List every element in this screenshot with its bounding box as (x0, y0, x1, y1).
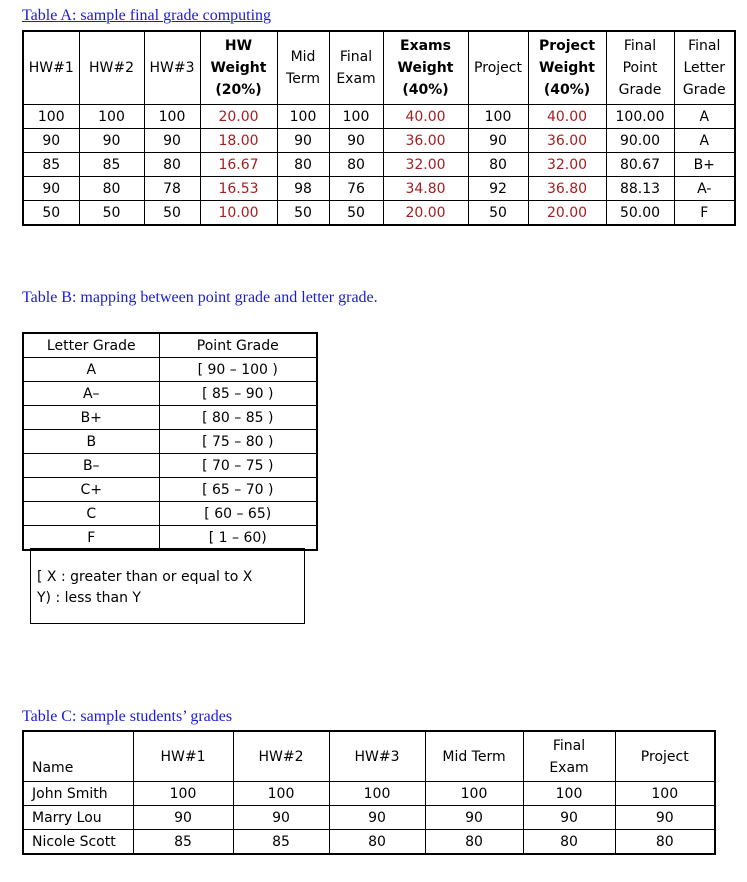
table-a-cell: 80 (79, 177, 144, 201)
table-a-cell: 100 (329, 105, 383, 129)
point-range-cell: [ 90 – 100 ) (159, 358, 317, 382)
table-a-cell: 20.00 (528, 201, 606, 226)
table-b-row (23, 382, 317, 406)
table-a-cell: 32.00 (528, 153, 606, 177)
table-a-cell: 32.00 (383, 153, 468, 177)
table-a-cell: 90 (79, 129, 144, 153)
letter-grade-cell: B (23, 430, 159, 454)
point-range-cell: [ 80 – 85 ) (159, 406, 317, 430)
table-a-row (23, 177, 735, 201)
table-a-cell: A (674, 105, 735, 129)
table-b-header-letter: Letter Grade (23, 333, 159, 358)
letter-grade-cell: B+ (23, 406, 159, 430)
table-a-cell: 50.00 (606, 201, 674, 226)
table-c-cell: 90 (523, 806, 615, 830)
table-a-cell: 50 (79, 201, 144, 226)
header-line: Final (339, 49, 373, 65)
table-c-cell: 100 (133, 782, 233, 806)
table-a-header-cell (23, 31, 79, 105)
table-a-cell: 50 (144, 201, 200, 226)
table-a-cell: 40.00 (528, 105, 606, 129)
table-b-row (23, 526, 317, 551)
table-a-cell: 36.00 (383, 129, 468, 153)
table-a-cell: B+ (674, 153, 735, 177)
table-a-cell: 40.00 (383, 105, 468, 129)
header-line: Mid Term (442, 748, 506, 765)
table-a-header-cell (383, 31, 468, 105)
table-b-row (23, 478, 317, 502)
header-line: Weight (539, 60, 595, 76)
header-line: Letter (683, 60, 725, 76)
table-c-header-cell (329, 731, 425, 782)
table-a-row (23, 153, 735, 177)
table-b-row (23, 502, 317, 526)
table-a-cell: 20.00 (383, 201, 468, 226)
table-a-cell: 50 (277, 201, 329, 226)
table-c-cell: 90 (425, 806, 523, 830)
header-line: (20%) (215, 82, 262, 98)
table-c-cell: 100 (233, 782, 329, 806)
table-a-cell: A (674, 129, 735, 153)
header-line: Exam (549, 759, 589, 776)
table-a-cell: 90 (277, 129, 329, 153)
table-a-header-cell (79, 31, 144, 105)
table-c-row (23, 782, 715, 806)
table-a-cell: 16.53 (200, 177, 277, 201)
table-a-cell: 78 (144, 177, 200, 201)
header-line: (40%) (402, 82, 449, 98)
table-c-cell: 100 (615, 782, 715, 806)
table-a-cell: F (674, 201, 735, 226)
table-a-cell: 90 (144, 129, 200, 153)
table-a-cell: 36.00 (528, 129, 606, 153)
table-a-cell: 76 (329, 177, 383, 201)
table-a-caption: Table A: sample final grade computing (22, 7, 272, 24)
student-name-cell: John Smith (23, 782, 133, 806)
table-c-header-cell (615, 731, 715, 782)
table-b-row (23, 430, 317, 454)
table-a-cell: 100.00 (606, 105, 674, 129)
table-a-cell: 80 (144, 153, 200, 177)
table-a-cell: 18.00 (200, 129, 277, 153)
table-c-cell: 90 (133, 806, 233, 830)
table-a-cell: 80 (468, 153, 528, 177)
table-a-header-row (23, 31, 735, 105)
table-c-cell: 80 (615, 830, 715, 855)
header-line: Term (286, 71, 320, 87)
table-c-cell: 80 (523, 830, 615, 855)
table-a-final-grade-computing (22, 30, 736, 226)
header-line: HW (224, 38, 253, 54)
table-a-cell: 100 (23, 105, 79, 129)
header-line: Project (640, 748, 689, 765)
table-c-header-cell (523, 731, 615, 782)
table-a-header-cell (468, 31, 528, 105)
table-c-cell: 100 (523, 782, 615, 806)
table-c-cell: 85 (133, 830, 233, 855)
header-line: Name (32, 760, 74, 776)
table-a-header-cell (606, 31, 674, 105)
table-a-cell: 100 (468, 105, 528, 129)
table-a-header-cell (528, 31, 606, 105)
header-line: HW#3 (354, 748, 400, 765)
header-line: Final (623, 38, 657, 54)
table-b-row (23, 406, 317, 430)
student-name-cell: Marry Lou (23, 806, 133, 830)
table-a-row (23, 105, 735, 129)
table-b-caption: Table B: mapping between point grade and letter grade. (22, 289, 378, 306)
table-c-caption: Table C: sample students’ grades (22, 708, 233, 725)
point-range-cell: [ 65 – 70 ) (159, 478, 317, 502)
table-a-cell: 34.80 (383, 177, 468, 201)
table-a-cell: 16.67 (200, 153, 277, 177)
table-a-cell: 50 (468, 201, 528, 226)
header-line: Point (622, 60, 658, 76)
header-line: Mid (290, 49, 316, 65)
table-c-cell: 100 (425, 782, 523, 806)
table-c-cell: 100 (329, 782, 425, 806)
point-range-cell: [ 85 – 90 ) (159, 382, 317, 406)
table-c-header-cell (133, 731, 233, 782)
header-line: Grade (618, 82, 662, 98)
table-a-header-cell (329, 31, 383, 105)
note-line-exclusive: Y) : less than Y (37, 590, 141, 606)
header-line: Final (552, 737, 586, 754)
header-line: Project (474, 60, 522, 76)
header-line: Weight (397, 60, 454, 76)
point-range-cell: [ 1 – 60) (159, 526, 317, 551)
table-a-cell: 20.00 (200, 105, 277, 129)
table-b-header-row (23, 333, 317, 358)
letter-grade-cell: A– (23, 382, 159, 406)
table-a-cell: 36.80 (528, 177, 606, 201)
table-a-cell: 80 (329, 153, 383, 177)
header-line: Project (538, 38, 596, 54)
header-line: HW#2 (258, 748, 304, 765)
table-a-cell: 90 (23, 177, 79, 201)
table-a-cell: 10.00 (200, 201, 277, 226)
table-a-cell: 98 (277, 177, 329, 201)
table-c-header-cell (425, 731, 523, 782)
table-c-row (23, 830, 715, 855)
letter-grade-cell: C+ (23, 478, 159, 502)
point-range-cell: [ 70 – 75 ) (159, 454, 317, 478)
header-line: Exams (400, 38, 451, 54)
table-a-header-cell (277, 31, 329, 105)
table-a-cell: 90.00 (606, 129, 674, 153)
header-line: HW#1 (28, 60, 74, 76)
table-a-header-cell (144, 31, 200, 105)
table-a-header-cell (674, 31, 735, 105)
letter-grade-cell: C (23, 502, 159, 526)
table-a-header-cell (200, 31, 277, 105)
table-a-cell: 100 (144, 105, 200, 129)
table-a-cell: 92 (468, 177, 528, 201)
header-line: Grade (682, 82, 726, 98)
table-a-cell: 100 (277, 105, 329, 129)
header-line: HW#3 (149, 60, 195, 76)
table-c-row (23, 806, 715, 830)
table-a-cell: 90 (329, 129, 383, 153)
table-c-cell: 90 (329, 806, 425, 830)
letter-grade-cell: F (23, 526, 159, 551)
table-c-cell: 85 (233, 830, 329, 855)
table-c-header-row (23, 731, 715, 782)
header-line: HW#1 (160, 748, 206, 765)
table-a-cell: 80 (277, 153, 329, 177)
table-a-row (23, 201, 735, 226)
bracket-notation-note (30, 548, 305, 624)
table-a-cell: A- (674, 177, 735, 201)
table-c-header-cell (233, 731, 329, 782)
table-b-row (23, 454, 317, 478)
header-line: Exam (336, 71, 376, 87)
table-a-cell: 50 (329, 201, 383, 226)
point-range-cell: [ 75 – 80 ) (159, 430, 317, 454)
table-a-cell: 90 (23, 129, 79, 153)
student-name-cell: Nicole Scott (23, 830, 133, 855)
table-a-cell: 50 (23, 201, 79, 226)
table-b-row (23, 358, 317, 382)
table-c-cell: 80 (425, 830, 523, 855)
note-line-inclusive: [ X : greater than or equal to X (37, 569, 253, 585)
header-line: Weight (210, 60, 267, 76)
point-range-cell: [ 60 – 65) (159, 502, 317, 526)
table-c-cell: 80 (329, 830, 425, 855)
table-a-cell: 85 (79, 153, 144, 177)
table-c-header-cell (23, 731, 133, 782)
table-c-student-grades (22, 730, 716, 855)
table-a-cell: 90 (468, 129, 528, 153)
letter-grade-cell: B– (23, 454, 159, 478)
table-a-row (23, 129, 735, 153)
table-c-cell: 90 (233, 806, 329, 830)
table-a-cell: 80.67 (606, 153, 674, 177)
header-line: Final (688, 38, 721, 54)
table-c-cell: 90 (615, 806, 715, 830)
table-b-header-point: Point Grade (159, 333, 317, 358)
table-a-cell: 88.13 (606, 177, 674, 201)
letter-grade-cell: A (23, 358, 159, 382)
header-line: HW#2 (88, 60, 134, 76)
table-a-cell: 85 (23, 153, 79, 177)
header-line: (40%) (543, 82, 591, 98)
table-a-cell: 100 (79, 105, 144, 129)
table-b-grade-mapping (22, 332, 318, 551)
